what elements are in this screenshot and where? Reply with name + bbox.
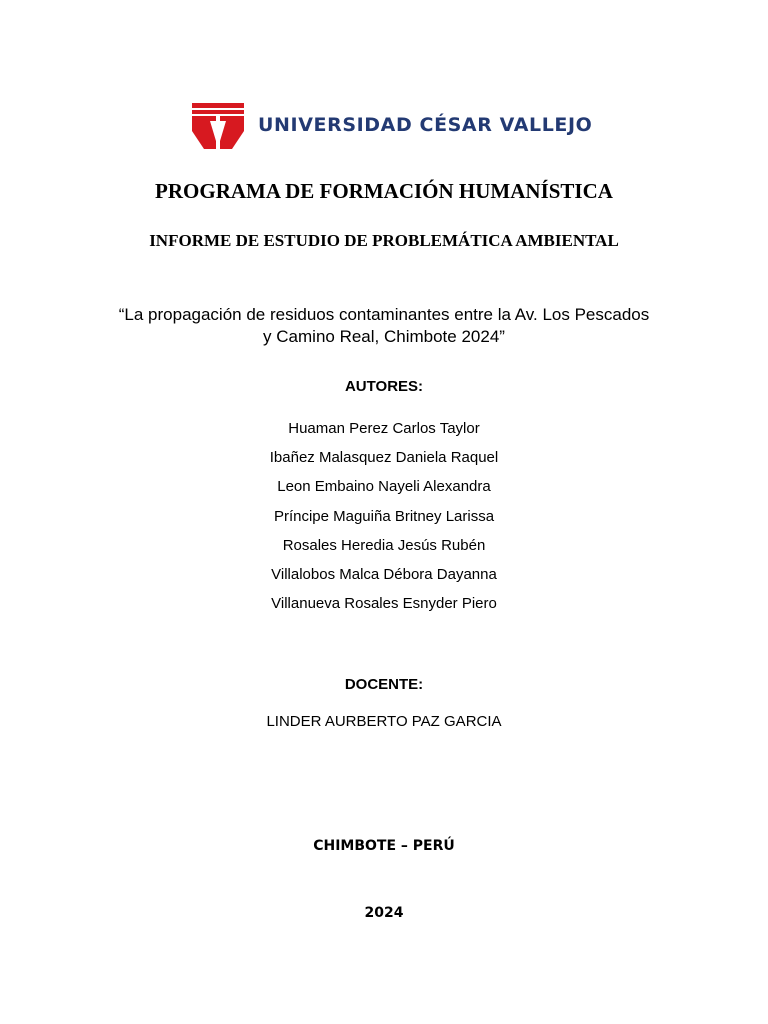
teacher-name: LINDER AURBERTO PAZ GARCIA bbox=[266, 713, 502, 730]
subject-line-1: “La propagación de residuos contaminantes entre la Av. Los Pescados bbox=[118, 305, 650, 324]
author-name: Villanueva Rosales Esnyder Piero bbox=[271, 595, 497, 613]
program-title: PROGRAMA DE FORMACIÓN HUMANÍSTICA bbox=[155, 179, 613, 203]
university-logo bbox=[190, 100, 592, 150]
authors-list bbox=[0, 414, 768, 618]
author-name: Villalobos Malca Débora Dayanna bbox=[271, 566, 497, 584]
location: CHIMBOTE – PERÚ bbox=[313, 838, 455, 854]
author-name: Leon Embaino Nayeli Alexandra bbox=[277, 478, 491, 496]
university-name: UNIVERSIDAD CÉSAR VALLEJO bbox=[258, 114, 593, 136]
year: 2024 bbox=[364, 905, 404, 921]
ucv-shield-logo-icon bbox=[190, 101, 246, 149]
author-name: Huaman Perez Carlos Taylor bbox=[288, 420, 480, 437]
report-subject bbox=[0, 304, 768, 348]
authors-label: AUTORES: bbox=[344, 378, 424, 395]
author-name: Rosales Heredia Jesús Rubén bbox=[282, 536, 486, 554]
subject-line-2: y Camino Real, Chimbote 2024” bbox=[263, 327, 505, 346]
teacher-label: DOCENTE: bbox=[344, 676, 424, 693]
author-name: Príncipe Maguiña Britney Larissa bbox=[273, 507, 495, 525]
report-title: INFORME DE ESTUDIO DE PROBLEMÁTICA AMBIENTAL bbox=[149, 231, 619, 250]
author-name: Ibañez Malasquez Daniela Raquel bbox=[269, 449, 499, 467]
